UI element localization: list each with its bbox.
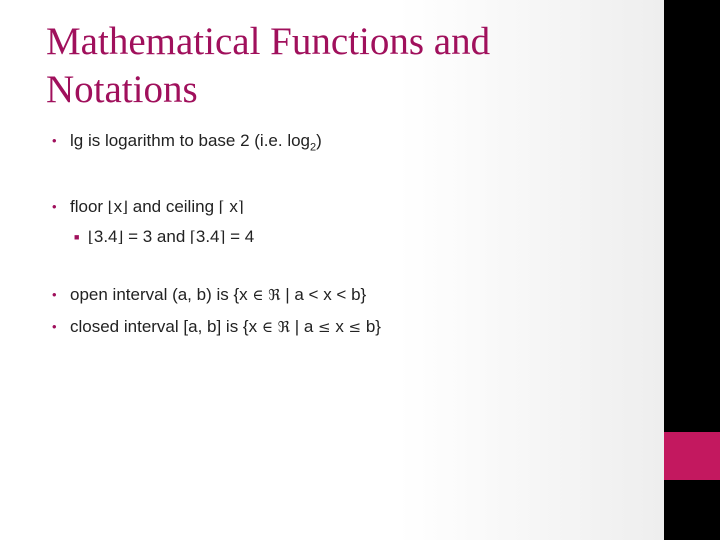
element-of-symbol: ∈ (252, 286, 264, 304)
ex-ceil-result: = 4 (225, 227, 255, 246)
log-text: lg is logarithm to base 2 (i.e. log (70, 131, 311, 150)
slide-title (46, 18, 646, 114)
less-equal-symbol: ≤ (348, 318, 362, 336)
sub-bullet-square: ■ (74, 232, 80, 242)
ceil-left-symbol: ⌈ (218, 198, 225, 216)
closed-interval-middle: | a (294, 317, 319, 336)
closed-interval-prefix: closed interval [a, b] is {x (70, 317, 262, 336)
log-close: ) (316, 131, 322, 150)
bullet-dot: • (52, 133, 57, 148)
ex-floor-result: = 3 and (123, 227, 190, 246)
accent-block (664, 432, 720, 480)
floor-left-symbol: ⌊ (107, 198, 114, 216)
bullet-dot: • (52, 287, 57, 302)
reals-symbol: ℜ (272, 318, 295, 336)
ex-ceil-value: 3.4 (195, 227, 220, 246)
log-subscript: 2 (310, 141, 317, 154)
bullet-closed-interval (52, 316, 381, 338)
bullet-log (52, 130, 322, 158)
open-interval-suffix: | a < x < b} (285, 285, 367, 304)
ceil-variable: x (224, 197, 238, 216)
reals-symbol: ℜ (263, 286, 286, 304)
less-equal-symbol: ≤ (318, 318, 331, 336)
floor-ceiling-middle: and ceiling (128, 197, 219, 216)
bullet-floor-ceiling (52, 196, 244, 218)
ex-ceil-left-symbol: ⌈ (190, 228, 196, 246)
ex-floor-right-symbol: ⌋ (117, 228, 124, 246)
floor-right-symbol: ⌋ (122, 198, 129, 216)
element-of-symbol: ∈ (261, 318, 273, 336)
ex-floor-left-symbol: ⌊ (88, 228, 94, 246)
bullet-dot: • (52, 319, 57, 334)
closed-interval-x: x (330, 317, 349, 336)
sub-bullet-example (74, 226, 254, 248)
floor-variable: x (113, 197, 123, 216)
open-interval-prefix: open interval (a, b) is {x (70, 285, 253, 304)
title-line-1: Mathematical Functions and (46, 20, 491, 63)
ex-ceil-right-symbol: ⌉ (219, 228, 226, 246)
closed-interval-suffix: b} (361, 317, 381, 336)
ceil-right-symbol: ⌉ (237, 198, 244, 216)
bullet-dot: • (52, 199, 57, 214)
floor-prefix: floor (70, 197, 108, 216)
title-line-2: Notations (46, 68, 198, 111)
bullet-open-interval (52, 284, 366, 306)
ex-floor-value: 3.4 (93, 227, 118, 246)
